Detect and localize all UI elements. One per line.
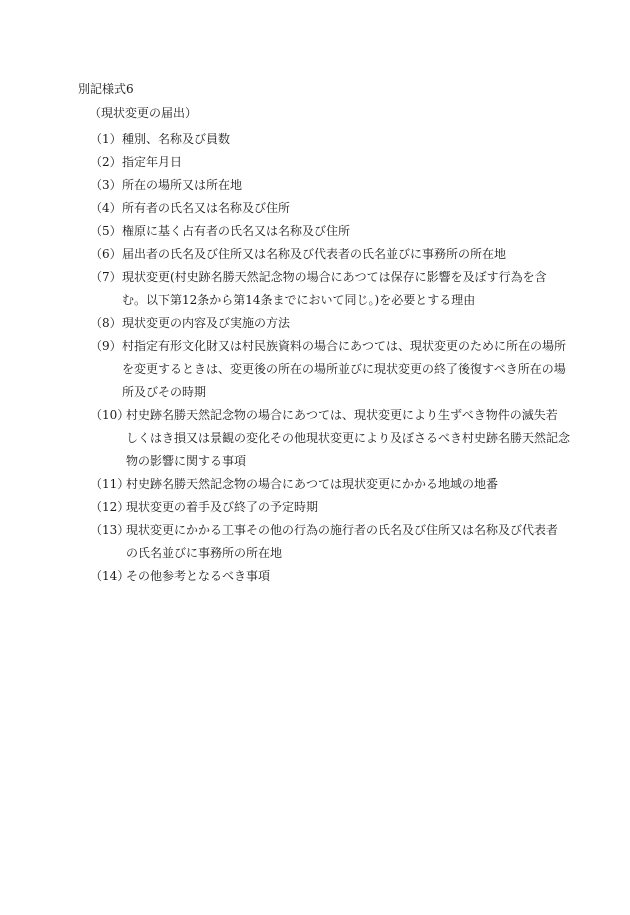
list-item bbox=[90, 220, 560, 243]
item-line: 権原に基く占有者の氏名又は名称及び住所 bbox=[122, 224, 351, 238]
list-item bbox=[90, 197, 560, 220]
item-line-continued: の氏名並びに事務所の所在地 bbox=[126, 546, 283, 560]
item-line: 指定年月日 bbox=[122, 155, 183, 169]
item-number: （8） bbox=[90, 316, 122, 330]
form-label: 別記様式6 bbox=[78, 82, 134, 96]
list-item bbox=[90, 266, 560, 312]
item-line-continued: む。以下第12条から第14条までにおいて同じ。)を必要とする理由 bbox=[122, 293, 476, 307]
list-item bbox=[90, 519, 560, 565]
list-item bbox=[90, 496, 560, 519]
item-line: 種別、名称及び員数 bbox=[122, 132, 231, 146]
list-item bbox=[90, 151, 560, 174]
list-item bbox=[90, 174, 560, 197]
item-text bbox=[120, 266, 560, 312]
item-number: （6） bbox=[90, 247, 122, 261]
item-text bbox=[124, 473, 560, 496]
list-item bbox=[90, 565, 560, 588]
item-number: （13） bbox=[90, 523, 130, 537]
item-text bbox=[124, 519, 560, 565]
item-line: 届出者の氏名及び住所又は名称及び代表者の氏名並びに事務所の所在地 bbox=[122, 247, 507, 261]
item-line: 村史跡名勝天然記念物の場合にあつては現状変更にかかる地域の地番 bbox=[126, 477, 499, 491]
item-number: （7） bbox=[90, 270, 122, 284]
list-item bbox=[90, 243, 560, 266]
item-text bbox=[120, 128, 560, 151]
item-line: 現状変更(村史跡名勝天然記念物の場合にあつては保存に影響を及ぼす行為を含 bbox=[122, 270, 547, 284]
item-text bbox=[120, 197, 560, 220]
item-text bbox=[124, 565, 560, 588]
item-number: （14） bbox=[90, 569, 130, 583]
item-line: 現状変更の内容及び実施の方法 bbox=[122, 316, 291, 330]
document-subtitle: （現状変更の届出） bbox=[89, 106, 198, 120]
item-line-continued: 所及びその時期 bbox=[122, 385, 207, 399]
item-text bbox=[120, 174, 560, 197]
item-line: 村指定有形文化財又は村民族資料の場合にあつては、現状変更のために所在の場所 bbox=[122, 339, 567, 353]
item-line: 村史跡名勝天然記念物の場合にあつては、現状変更により生ずべき物件の滅失若 bbox=[126, 408, 558, 422]
item-text bbox=[124, 496, 560, 519]
item-number: （12） bbox=[90, 500, 130, 514]
item-number: （5） bbox=[90, 224, 122, 238]
item-number: （4） bbox=[90, 201, 122, 215]
item-line-continued: 物の影響に関する事項 bbox=[126, 454, 247, 468]
item-line: 現状変更にかかる工事その他の行為の施行者の氏名及び住所又は名称及び代表者 bbox=[126, 523, 559, 537]
item-line: 現状変更の着手及び終了の予定時期 bbox=[126, 500, 319, 514]
item-text bbox=[120, 243, 560, 266]
item-line: 所有者の氏名又は名称及び住所 bbox=[122, 201, 291, 215]
item-text bbox=[124, 404, 570, 473]
item-number: （11） bbox=[90, 477, 130, 491]
item-number: （2） bbox=[90, 155, 122, 169]
item-text bbox=[120, 312, 560, 335]
item-line-continued: を変更するときは、変更後の所在の場所並びに現状変更の終了後復すべき所在の場 bbox=[122, 362, 566, 376]
list-item bbox=[90, 335, 567, 404]
item-line-continued: しくはき損又は景観の変化その他現状変更により及ぼさるべき村史跡名勝天然記念 bbox=[126, 431, 571, 445]
item-number: （10） bbox=[90, 408, 130, 422]
item-line: 所在の場所又は所在地 bbox=[122, 178, 243, 192]
item-line: その他参考となるべき事項 bbox=[126, 569, 271, 583]
list-item bbox=[90, 473, 560, 496]
list-item bbox=[90, 312, 560, 335]
list-item bbox=[90, 128, 560, 151]
item-list bbox=[90, 128, 571, 588]
list-item bbox=[90, 404, 571, 473]
item-text bbox=[120, 151, 560, 174]
item-number: （1） bbox=[90, 132, 122, 146]
item-number: （3） bbox=[90, 178, 122, 192]
item-text bbox=[120, 220, 560, 243]
item-number: （9） bbox=[90, 339, 122, 353]
item-text bbox=[120, 335, 566, 404]
